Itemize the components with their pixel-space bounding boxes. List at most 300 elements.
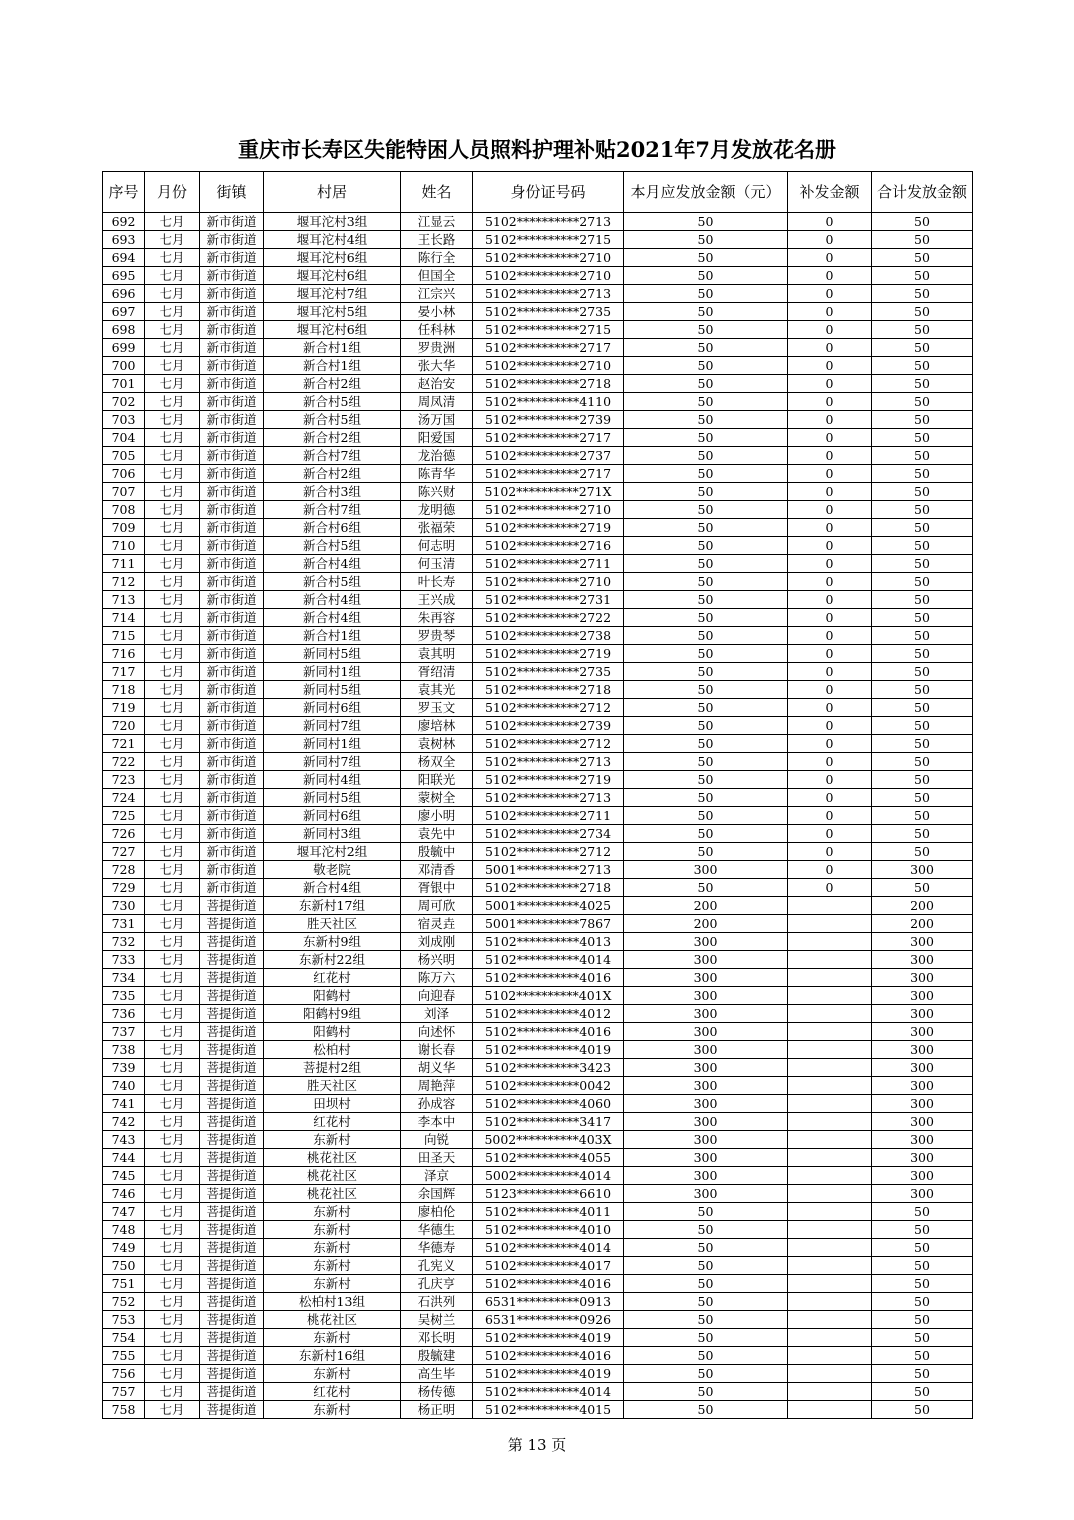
cell-village: 堰耳沱村6组 [264,249,401,267]
col-header-town: 街镇 [200,172,264,213]
table-row [103,627,973,645]
cell-index: 696 [103,285,145,303]
cell-monthly-amount: 300 [624,987,788,1005]
cell-monthly-amount: 50 [624,465,788,483]
cell-month: 七月 [145,249,200,267]
cell-monthly-amount: 50 [624,573,788,591]
cell-monthly-amount: 300 [624,1131,788,1149]
table-row [103,1185,973,1203]
cell-village: 新同村4组 [264,771,401,789]
cell-town: 菩提街道 [200,1275,264,1293]
cell-back-pay: 0 [788,861,872,879]
cell-id-number: 5102**********4014 [473,951,624,969]
cell-month: 七月 [145,1257,200,1275]
cell-town: 菩提街道 [200,1293,264,1311]
cell-monthly-amount: 50 [624,591,788,609]
cell-town: 菩提街道 [200,933,264,951]
cell-village: 新同村1组 [264,735,401,753]
cell-name: 王长路 [401,231,473,249]
cell-village: 红花村 [264,1383,401,1401]
cell-month: 七月 [145,1005,200,1023]
table-row [103,753,973,771]
cell-back-pay: 0 [788,555,872,573]
cell-village: 东新村 [264,1221,401,1239]
table-row [103,663,973,681]
cell-back-pay: 0 [788,519,872,537]
cell-town: 菩提街道 [200,1401,264,1419]
cell-total: 50 [872,681,973,699]
cell-monthly-amount: 50 [624,1293,788,1311]
cell-total: 50 [872,411,973,429]
cell-total: 50 [872,1275,973,1293]
cell-total: 300 [872,1113,973,1131]
cell-index: 697 [103,303,145,321]
cell-total: 50 [872,717,973,735]
table-row [103,789,973,807]
cell-monthly-amount: 50 [624,807,788,825]
cell-monthly-amount: 50 [624,483,788,501]
cell-index: 741 [103,1095,145,1113]
cell-village: 新合村2组 [264,465,401,483]
table-row [103,1221,973,1239]
cell-index: 704 [103,429,145,447]
cell-month: 七月 [145,933,200,951]
cell-village: 新合村1组 [264,339,401,357]
cell-monthly-amount: 300 [624,861,788,879]
cell-id-number: 5102**********2739 [473,411,624,429]
cell-total: 50 [872,285,973,303]
cell-month: 七月 [145,555,200,573]
cell-monthly-amount: 50 [624,717,788,735]
cell-month: 七月 [145,375,200,393]
cell-id-number: 5102**********2712 [473,699,624,717]
cell-town: 新市街道 [200,663,264,681]
cell-back-pay [788,1077,872,1095]
cell-town: 菩提街道 [200,1185,264,1203]
cell-total: 50 [872,1221,973,1239]
table-row [103,339,973,357]
cell-village: 菩提村2组 [264,1059,401,1077]
cell-back-pay: 0 [788,483,872,501]
cell-index: 723 [103,771,145,789]
cell-total: 300 [872,1131,973,1149]
cell-month: 七月 [145,1239,200,1257]
cell-village: 东新村 [264,1275,401,1293]
cell-name: 罗贵琴 [401,627,473,645]
cell-name: 向迎春 [401,987,473,1005]
cell-index: 719 [103,699,145,717]
cell-month: 七月 [145,681,200,699]
cell-month: 七月 [145,951,200,969]
cell-month: 七月 [145,645,200,663]
cell-back-pay [788,1149,872,1167]
cell-village: 新同村5组 [264,681,401,699]
cell-village: 新同村3组 [264,825,401,843]
cell-month: 七月 [145,1347,200,1365]
cell-back-pay [788,1005,872,1023]
cell-index: 733 [103,951,145,969]
cell-id-number: 5102**********4016 [473,1275,624,1293]
cell-village: 新合村4组 [264,555,401,573]
cell-back-pay [788,1293,872,1311]
cell-id-number: 5102**********2739 [473,717,624,735]
cell-total: 300 [872,861,973,879]
cell-town: 菩提街道 [200,915,264,933]
cell-back-pay: 0 [788,789,872,807]
cell-name: 陈行全 [401,249,473,267]
cell-total: 50 [872,501,973,519]
cell-month: 七月 [145,627,200,645]
cell-index: 742 [103,1113,145,1131]
cell-id-number: 5102**********4016 [473,969,624,987]
table-row [103,213,973,231]
cell-month: 七月 [145,339,200,357]
cell-id-number: 5102**********4013 [473,933,624,951]
cell-town: 菩提街道 [200,969,264,987]
cell-name: 朱再容 [401,609,473,627]
cell-town: 菩提街道 [200,1095,264,1113]
cell-id-number: 5102**********2715 [473,231,624,249]
cell-index: 726 [103,825,145,843]
cell-village: 新同村7组 [264,717,401,735]
cell-village: 阳鹤村9组 [264,1005,401,1023]
cell-town: 菩提街道 [200,1077,264,1095]
cell-monthly-amount: 50 [624,1329,788,1347]
cell-monthly-amount: 50 [624,285,788,303]
cell-id-number: 5102**********2717 [473,339,624,357]
cell-month: 七月 [145,1221,200,1239]
cell-index: 715 [103,627,145,645]
cell-total: 50 [872,1257,973,1275]
table-row [103,231,973,249]
cell-town: 新市街道 [200,753,264,771]
cell-back-pay [788,1041,872,1059]
cell-id-number: 5102**********2722 [473,609,624,627]
cell-monthly-amount: 300 [624,933,788,951]
cell-monthly-amount: 50 [624,1239,788,1257]
cell-name: 袁树林 [401,735,473,753]
cell-town: 新市街道 [200,411,264,429]
cell-name: 周可欣 [401,897,473,915]
cell-monthly-amount: 50 [624,393,788,411]
cell-total: 300 [872,1095,973,1113]
cell-id-number: 5102**********2711 [473,807,624,825]
cell-month: 七月 [145,1077,200,1095]
table-row [103,681,973,699]
cell-month: 七月 [145,411,200,429]
cell-town: 新市街道 [200,789,264,807]
cell-town: 新市街道 [200,573,264,591]
cell-id-number: 5102**********2712 [473,843,624,861]
cell-index: 744 [103,1149,145,1167]
cell-index: 731 [103,915,145,933]
cell-village: 堰耳沱村4组 [264,231,401,249]
cell-id-number: 5102**********4019 [473,1329,624,1347]
cell-town: 新市街道 [200,519,264,537]
cell-town: 菩提街道 [200,1239,264,1257]
cell-month: 七月 [145,825,200,843]
table-row [103,1059,973,1077]
cell-monthly-amount: 200 [624,897,788,915]
table-row [103,483,973,501]
cell-id-number: 5102**********2718 [473,375,624,393]
cell-village: 新同村6组 [264,807,401,825]
cell-name: 孔宪义 [401,1257,473,1275]
table-row [103,1203,973,1221]
cell-id-number: 5102**********2713 [473,753,624,771]
cell-month: 七月 [145,1167,200,1185]
cell-monthly-amount: 50 [624,537,788,555]
cell-town: 新市街道 [200,267,264,285]
cell-name: 田圣天 [401,1149,473,1167]
cell-back-pay: 0 [788,213,872,231]
cell-village: 堰耳沱村5组 [264,303,401,321]
cell-name: 江宗兴 [401,285,473,303]
cell-id-number: 5102**********2731 [473,591,624,609]
cell-name: 何志明 [401,537,473,555]
col-header-back-pay: 补发金额 [788,172,872,213]
cell-total: 300 [872,1077,973,1095]
cell-id-number: 5102**********2717 [473,429,624,447]
cell-name: 何玉清 [401,555,473,573]
cell-town: 菩提街道 [200,1005,264,1023]
cell-name: 叶长寿 [401,573,473,591]
cell-village: 东新村22组 [264,951,401,969]
table-row [103,591,973,609]
cell-total: 50 [872,1203,973,1221]
cell-total: 50 [872,771,973,789]
cell-monthly-amount: 50 [624,735,788,753]
col-header-month: 月份 [145,172,200,213]
cell-month: 七月 [145,753,200,771]
cell-village: 新同村1组 [264,663,401,681]
page-title: 重庆市长寿区失能特困人员照料护理补贴2021年7月发放花名册 [237,137,837,162]
cell-village: 新合村7组 [264,501,401,519]
cell-month: 七月 [145,843,200,861]
cell-total: 50 [872,555,973,573]
cell-back-pay [788,1347,872,1365]
cell-village: 东新村 [264,1131,401,1149]
cell-town: 新市街道 [200,879,264,897]
cell-village: 阳鹤村 [264,1023,401,1041]
cell-name: 殷毓中 [401,843,473,861]
cell-id-number: 5002**********403X [473,1131,624,1149]
cell-monthly-amount: 50 [624,501,788,519]
cell-town: 新市街道 [200,555,264,573]
cell-total: 50 [872,1347,973,1365]
cell-monthly-amount: 50 [624,267,788,285]
cell-village: 田坝村 [264,1095,401,1113]
cell-town: 新市街道 [200,357,264,375]
cell-index: 711 [103,555,145,573]
cell-month: 七月 [145,915,200,933]
cell-month: 七月 [145,861,200,879]
table-row [103,987,973,1005]
cell-id-number: 5102**********2715 [473,321,624,339]
cell-index: 700 [103,357,145,375]
cell-total: 300 [872,1041,973,1059]
cell-village: 堰耳沱村3组 [264,213,401,231]
cell-town: 新市街道 [200,447,264,465]
cell-id-number: 5102**********2713 [473,789,624,807]
cell-town: 新市街道 [200,537,264,555]
cell-name: 华德生 [401,1221,473,1239]
cell-index: 748 [103,1221,145,1239]
cell-town: 新市街道 [200,825,264,843]
cell-village: 桃花社区 [264,1149,401,1167]
table-row [103,249,973,267]
cell-name: 任科林 [401,321,473,339]
cell-monthly-amount: 300 [624,1095,788,1113]
cell-monthly-amount: 50 [624,447,788,465]
cell-total: 50 [872,339,973,357]
cell-name: 殷毓建 [401,1347,473,1365]
cell-month: 七月 [145,771,200,789]
cell-back-pay [788,969,872,987]
cell-name: 李本中 [401,1113,473,1131]
cell-monthly-amount: 50 [624,249,788,267]
cell-id-number: 5102**********2737 [473,447,624,465]
cell-monthly-amount: 50 [624,879,788,897]
cell-back-pay [788,1311,872,1329]
cell-id-number: 5102**********4015 [473,1401,624,1419]
cell-index: 714 [103,609,145,627]
cell-village: 阳鹤村 [264,987,401,1005]
cell-total: 50 [872,213,973,231]
cell-total: 300 [872,933,973,951]
cell-month: 七月 [145,537,200,555]
cell-name: 周凤清 [401,393,473,411]
cell-back-pay: 0 [788,645,872,663]
cell-back-pay: 0 [788,501,872,519]
cell-id-number: 5102**********2718 [473,879,624,897]
table-row [103,843,973,861]
cell-monthly-amount: 50 [624,519,788,537]
cell-back-pay [788,1257,872,1275]
cell-back-pay [788,1131,872,1149]
cell-index: 755 [103,1347,145,1365]
cell-monthly-amount: 300 [624,1167,788,1185]
cell-back-pay: 0 [788,321,872,339]
cell-month: 七月 [145,393,200,411]
cell-name: 宿灵垚 [401,915,473,933]
cell-name: 谢长春 [401,1041,473,1059]
cell-index: 729 [103,879,145,897]
table-row [103,1149,973,1167]
cell-month: 七月 [145,1293,200,1311]
cell-index: 753 [103,1311,145,1329]
cell-back-pay: 0 [788,573,872,591]
cell-total: 50 [872,267,973,285]
table-row [103,429,973,447]
cell-village: 新合村5组 [264,411,401,429]
cell-village: 桃花社区 [264,1167,401,1185]
cell-name: 泽京 [401,1167,473,1185]
cell-back-pay: 0 [788,447,872,465]
col-header-village: 村居 [264,172,401,213]
cell-name: 罗玉文 [401,699,473,717]
cell-month: 七月 [145,303,200,321]
cell-index: 698 [103,321,145,339]
table-row [103,825,973,843]
cell-village: 新合村1组 [264,357,401,375]
cell-monthly-amount: 50 [624,1311,788,1329]
cell-back-pay [788,1383,872,1401]
table-row [103,1005,973,1023]
cell-village: 松柏村13组 [264,1293,401,1311]
cell-month: 七月 [145,807,200,825]
cell-back-pay: 0 [788,591,872,609]
cell-index: 752 [103,1293,145,1311]
cell-village: 堰耳沱村7组 [264,285,401,303]
cell-monthly-amount: 50 [624,753,788,771]
cell-id-number: 5102**********2712 [473,735,624,753]
cell-name: 吴树兰 [401,1311,473,1329]
cell-month: 七月 [145,735,200,753]
cell-index: 718 [103,681,145,699]
cell-back-pay: 0 [788,807,872,825]
cell-name: 王兴成 [401,591,473,609]
cell-back-pay: 0 [788,357,872,375]
cell-month: 七月 [145,1185,200,1203]
cell-village: 新合村2组 [264,375,401,393]
cell-id-number: 5102**********4017 [473,1257,624,1275]
table-row [103,501,973,519]
cell-village: 新合村4组 [264,879,401,897]
cell-month: 七月 [145,447,200,465]
table-row [103,447,973,465]
cell-month: 七月 [145,591,200,609]
table-row [103,537,973,555]
cell-month: 七月 [145,357,200,375]
cell-index: 747 [103,1203,145,1221]
cell-monthly-amount: 300 [624,1023,788,1041]
cell-back-pay: 0 [788,663,872,681]
cell-back-pay: 0 [788,717,872,735]
cell-back-pay [788,1221,872,1239]
cell-index: 703 [103,411,145,429]
cell-index: 724 [103,789,145,807]
cell-name: 陈兴财 [401,483,473,501]
cell-name: 胥绍清 [401,663,473,681]
cell-monthly-amount: 300 [624,951,788,969]
cell-month: 七月 [145,573,200,591]
cell-monthly-amount: 50 [624,1383,788,1401]
table-row [103,1275,973,1293]
cell-total: 50 [872,321,973,339]
cell-name: 陈万六 [401,969,473,987]
cell-monthly-amount: 50 [624,663,788,681]
table-row [103,861,973,879]
cell-monthly-amount: 50 [624,627,788,645]
cell-month: 七月 [145,231,200,249]
cell-index: 749 [103,1239,145,1257]
col-header-monthly-amount: 本月应发放金额（元） [624,172,788,213]
cell-index: 740 [103,1077,145,1095]
cell-village: 新同村6组 [264,699,401,717]
table-row [103,879,973,897]
cell-monthly-amount: 300 [624,1041,788,1059]
cell-back-pay: 0 [788,285,872,303]
cell-town: 新市街道 [200,699,264,717]
cell-name: 余国辉 [401,1185,473,1203]
cell-id-number: 5102**********2710 [473,357,624,375]
cell-monthly-amount: 50 [624,429,788,447]
cell-village: 东新村 [264,1203,401,1221]
cell-town: 新市街道 [200,807,264,825]
table-row [103,1347,973,1365]
cell-name: 孔庆亨 [401,1275,473,1293]
